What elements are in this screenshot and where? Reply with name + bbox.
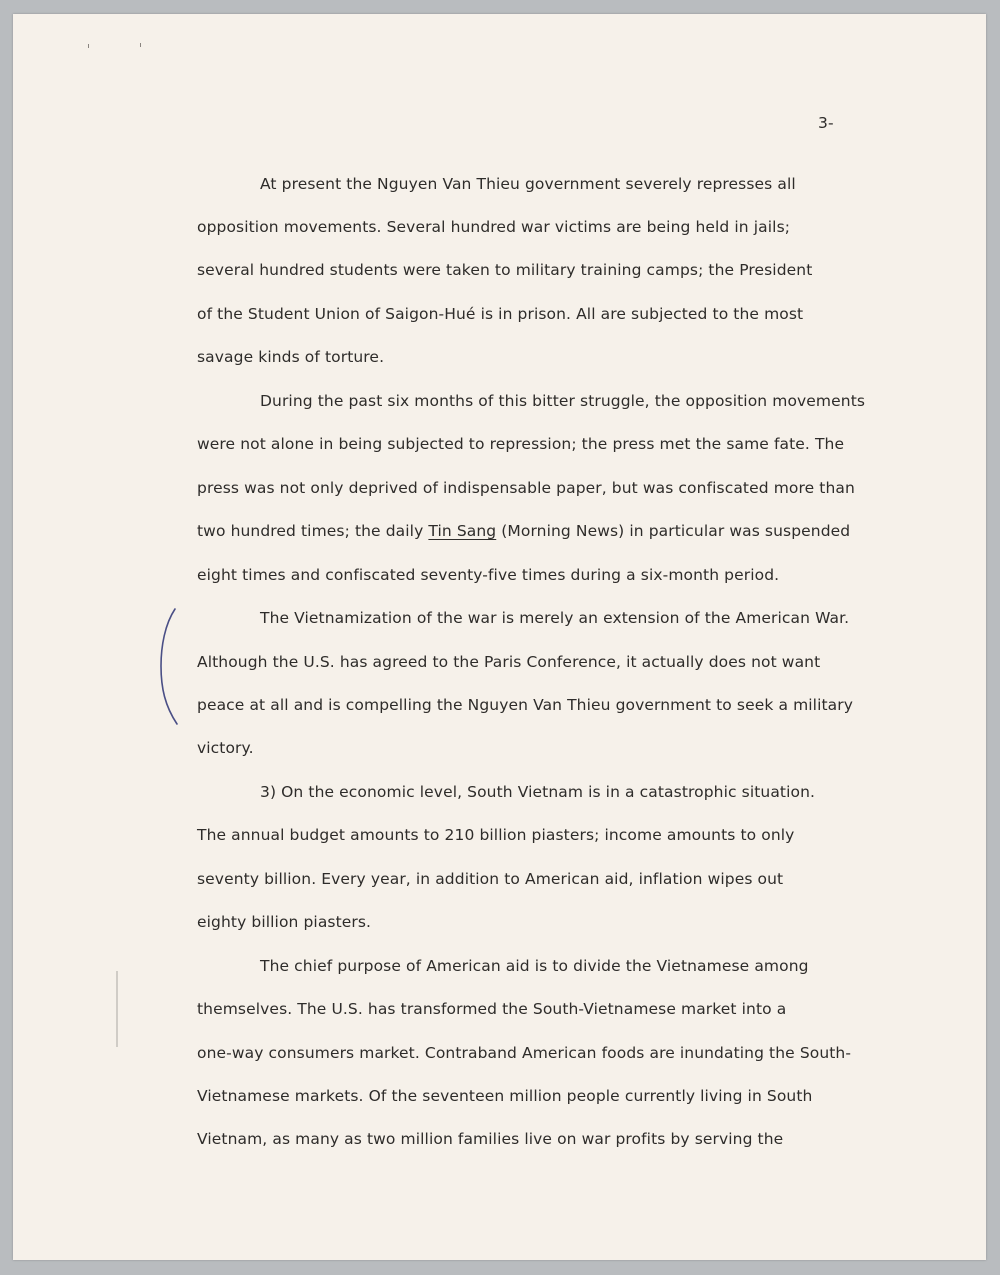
text-line: several hundred students were taken to military training camps; the President <box>197 261 813 279</box>
newspaper-title: Tin Sang <box>428 522 497 540</box>
text-line: eight times and confiscated seventy-five times during a six-month period. <box>197 566 780 584</box>
text-line <box>197 522 850 540</box>
text-line: seventy billion. Every year, in addition to American aid, inflation wipes out <box>197 870 784 888</box>
text-line: themselves. The U.S. has transformed the South-Vietnamese market into a <box>197 1000 787 1018</box>
text-line: The Vietnamization of the war is merely an extension of the American War. <box>260 609 850 627</box>
text-line: Vietnamese markets. Of the seventeen million people currently living in South <box>197 1087 813 1105</box>
paper-speck <box>88 44 89 48</box>
margin-line-mark <box>113 969 121 1049</box>
text-line: savage kinds of torture. <box>197 348 385 366</box>
text-line: one-way consumers market. Contraband American foods are inundating the South- <box>197 1044 852 1062</box>
text-line: 3) On the economic level, South Vietnam is in a catastrophic situation. <box>260 783 816 801</box>
paper-speck <box>140 43 141 47</box>
text-line: Although the U.S. has agreed to the Paris Conference, it actually does not want <box>197 653 821 671</box>
text-line: opposition movements. Several hundred war victims are being held in jails; <box>197 218 791 236</box>
text-line: At present the Nguyen Van Thieu government severely represses all <box>260 175 796 193</box>
text-line: eighty billion piasters. <box>197 913 372 931</box>
page-number: 3- <box>818 114 834 132</box>
text-line: of the Student Union of Saigon-Hué is in prison. All are subjected to the most <box>197 305 804 323</box>
text-segment: two hundred times; the daily <box>197 522 429 540</box>
document-page <box>13 14 986 1260</box>
text-segment: (Morning News) in particular was suspended <box>496 522 851 540</box>
pen-bracket-mark <box>153 606 183 728</box>
text-line: victory. <box>197 739 254 757</box>
text-line: press was not only deprived of indispensable paper, but was confiscated more than <box>197 479 855 497</box>
text-line: peace at all and is compelling the Nguyen Van Thieu government to seek a military <box>197 696 854 714</box>
text-line: Vietnam, as many as two million families live on war profits by serving the <box>197 1130 784 1148</box>
text-line: were not alone in being subjected to repression; the press met the same fate. The <box>197 435 845 453</box>
text-line: The annual budget amounts to 210 billion piasters; income amounts to only <box>197 826 795 844</box>
text-line: During the past six months of this bitter struggle, the opposition movements <box>260 392 866 410</box>
text-line: The chief purpose of American aid is to divide the Vietnamese among <box>260 957 809 975</box>
